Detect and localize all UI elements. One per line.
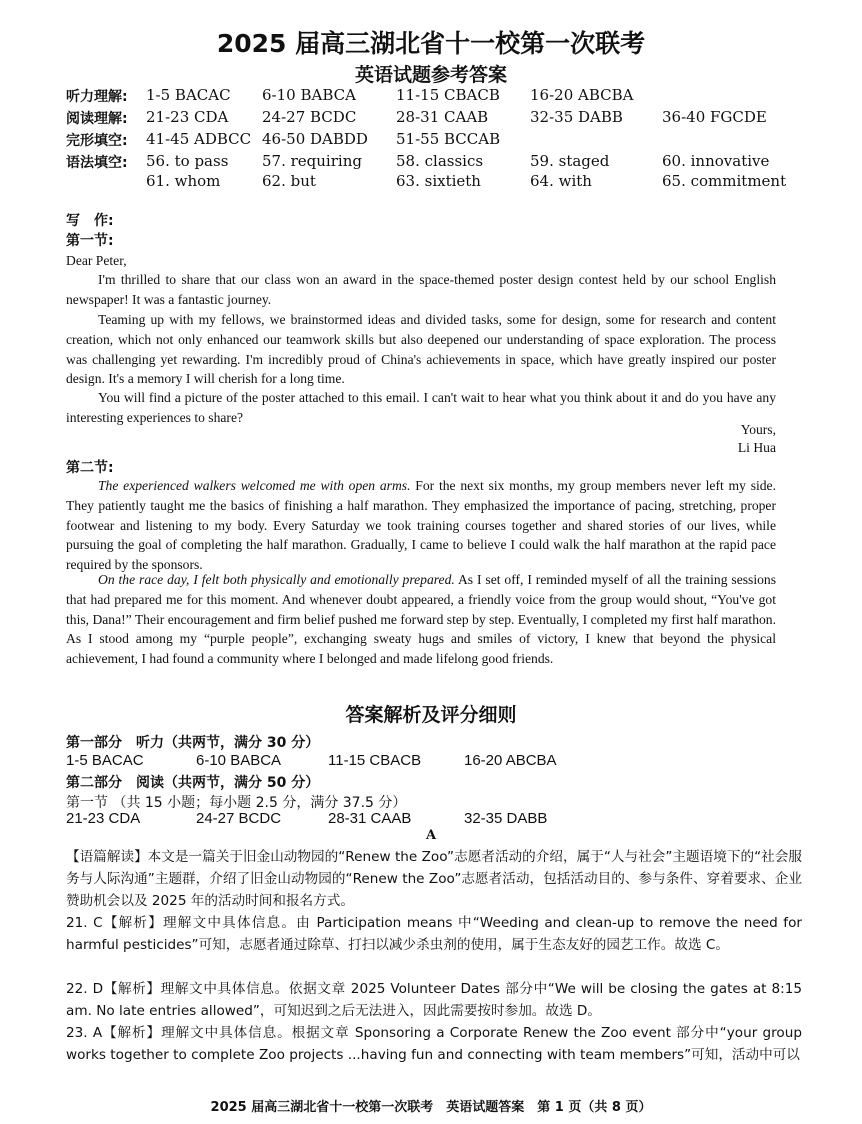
answer-cell: 59. staged bbox=[530, 152, 610, 170]
answer-row-label: 阅读理解: bbox=[66, 111, 128, 127]
answer-row-label: 语法填空: bbox=[66, 155, 128, 171]
section1-line: 第一节 （共 15 小题；每小题 2.5 分，满分 37.5 分） bbox=[66, 795, 407, 811]
part1-line bbox=[66, 732, 319, 752]
letter-closing: Yours, bbox=[740, 422, 776, 437]
letter-paragraph: I'm thrilled to share that our class won an award in the space-themed poster design contest held by our school English newspaper! It was a fantastic journey. bbox=[66, 272, 776, 307]
part1-heading: 第一节: bbox=[66, 233, 114, 249]
answer-cell: 11-15 CBACB bbox=[328, 752, 422, 769]
answer-cell: 58. classics bbox=[396, 152, 484, 170]
story-text: As I set off, I reminded myself of all the training sessions that had prepared me for this moment. And whenever doubt appeared, a friendly voice from the group would shout, “You've got this, Dana!” Their encouragement and firm belief pushed me forward step by step. Eventually, I completed my first half marathon. As I stood among my “purple people”, exchanging sweaty hugs and smiles of victory, I knew that beyond the physical achievement, I had found a community where I belonged and made lifelong good friends. bbox=[66, 572, 776, 667]
letter-paragraph: Teaming up with my fellows, we brainstormed ideas and divided tasks, some for design, some for research and content creation, which not only enhanced our teamwork skills but also deepened our understanding of space exploration. The process was challenging yet rewarding. I'm incredibly proud of China's achievements in space, which have greatly inspired our poster design. It's a memory I will cherish for a long time. bbox=[66, 312, 776, 387]
story-text: For the next six months, my group members never left my side. They patiently taught me the basics of finishing a half marathon. They emphasized the importance of pacing, stretching, proper footwear and listening to my body. Every Saturday we took training courses together and shared stories of our lives, while pursuing the goal of completing the half marathon. Gradually, I came to believe I could walk the half marathon at the rapid pace required by the sponsors. bbox=[66, 478, 776, 573]
answer-cell: 16-20 ABCBA bbox=[464, 752, 557, 769]
answer-cell: 46-50 DABDD bbox=[262, 130, 368, 148]
page-footer: 2025 届高三湖北省十一校第一次联考 英语试题答案 第 1 页（共 8 页） bbox=[210, 1100, 652, 1115]
page-subtitle: 英语试题参考答案 bbox=[354, 64, 507, 86]
explanation-item: 23. A【解析】理解文中具体信息。根据文章 Sponsoring a Corporate Renew the Zoo event 部分中“your group works together to complete Zoo projects ...having fun and connecting with team members”可知，活动中可以 bbox=[66, 1025, 802, 1063]
part2-heading: 第二节: bbox=[66, 460, 114, 476]
answer-cell: 11-15 CBACB bbox=[396, 86, 500, 104]
answer-cell: 61. whom bbox=[146, 172, 221, 190]
part2-line bbox=[66, 772, 319, 792]
page-title: 2025 届高三湖北省十一校第一次联考 bbox=[216, 29, 646, 58]
answer-cell: 41-45 ADBCC bbox=[146, 130, 252, 148]
answer-cell: 51-55 BCCAB bbox=[396, 130, 501, 148]
answer-cell: 1-5 BACAC bbox=[66, 752, 144, 769]
part-name: 阅读（共两节，满分 50 分） bbox=[136, 775, 320, 791]
part-name: 听力（共两节，满分 30 分） bbox=[136, 735, 320, 751]
passage-letter: A bbox=[425, 828, 437, 843]
answer-cell: 62. but bbox=[262, 172, 316, 190]
answer-cell: 56. to pass bbox=[146, 152, 229, 170]
letter-paragraph: You will find a picture of the poster attached to this email. I can't wait to hear what you think about it and do you have any interesting experiences to share? bbox=[66, 390, 776, 425]
answer-cell: 36-40 FGCDE bbox=[662, 108, 767, 126]
answer-row-label: 完形填空: bbox=[66, 133, 128, 149]
answer-cell: 28-31 CAAB bbox=[328, 810, 412, 827]
answer-cell: 64. with bbox=[530, 172, 592, 190]
answer-cell: 21-23 CDA bbox=[66, 810, 141, 827]
part-label: 第一部分 bbox=[66, 735, 122, 751]
answer-cell: 28-31 CAAB bbox=[396, 108, 489, 126]
explanations-title: 答案解析及评分细则 bbox=[345, 704, 517, 726]
answer-cell: 6-10 BABCA bbox=[262, 86, 356, 104]
answer-cell: 6-10 BABCA bbox=[196, 752, 282, 769]
story-paragraph-2 bbox=[66, 570, 776, 669]
letter-greeting: Dear Peter, bbox=[66, 253, 127, 268]
answer-cell: 21-23 CDA bbox=[146, 108, 229, 126]
answer-cell: 65. commitment bbox=[662, 172, 787, 190]
passage-summary: 【语篇解读】本文是一篇关于旧金山动物园的“Renew the Zoo”志愿者活动的介绍，属于“人与社会”主题语境下的“社会服务与人际沟通”主题群，介绍了旧金山动物园的“Renew the Zoo”志愿者活动，包括活动目的、参与条件、穿着要求、企业赞助机会以及 2025 年的活动时间和报名方式。 bbox=[66, 849, 802, 909]
explanation-item: 22. D【解析】理解文中具体信息。依据文章 2025 Volunteer Dates 部分中“We will be closing the gates at 8:15 am. No late entries allowed”，可知迟到之后无法进入，因此需要按时参加。故选 D。 bbox=[66, 981, 802, 1019]
explanation-item: 21. C【解析】理解文中具体信息。由 Participation means 中“Weeding and clean-up to remove the need for harmful pesticides”可知，志愿者通过除草、打扫以减少杀虫剂的使用，属于生态友好的园艺工作。故选 C。 bbox=[66, 915, 802, 953]
answer-cell: 16-20 ABCBA bbox=[530, 86, 634, 104]
letter-signature: Li Hua bbox=[737, 440, 776, 455]
answer-cell: 63. sixtieth bbox=[396, 172, 481, 190]
story-opening-sentence: The experienced walkers welcomed me with open arms. bbox=[98, 478, 411, 493]
answer-cell: 1-5 BACAC bbox=[146, 86, 231, 104]
answer-cell: 32-35 DABB bbox=[464, 810, 548, 827]
answer-cell: 32-35 DABB bbox=[530, 108, 623, 126]
answer-cell: 60. innovative bbox=[662, 152, 770, 170]
writing-heading: 写 作: bbox=[66, 213, 114, 229]
answer-cell: 57. requiring bbox=[262, 152, 362, 170]
part-label: 第二部分 bbox=[66, 775, 122, 791]
answer-cell: 24-27 BCDC bbox=[262, 108, 357, 126]
story-paragraph-1 bbox=[66, 476, 776, 575]
answer-cell: 24-27 BCDC bbox=[196, 810, 282, 827]
answer-row-label: 听力理解: bbox=[66, 89, 128, 105]
story-opening-sentence: On the race day, I felt both physically and emotionally prepared. bbox=[98, 572, 455, 587]
